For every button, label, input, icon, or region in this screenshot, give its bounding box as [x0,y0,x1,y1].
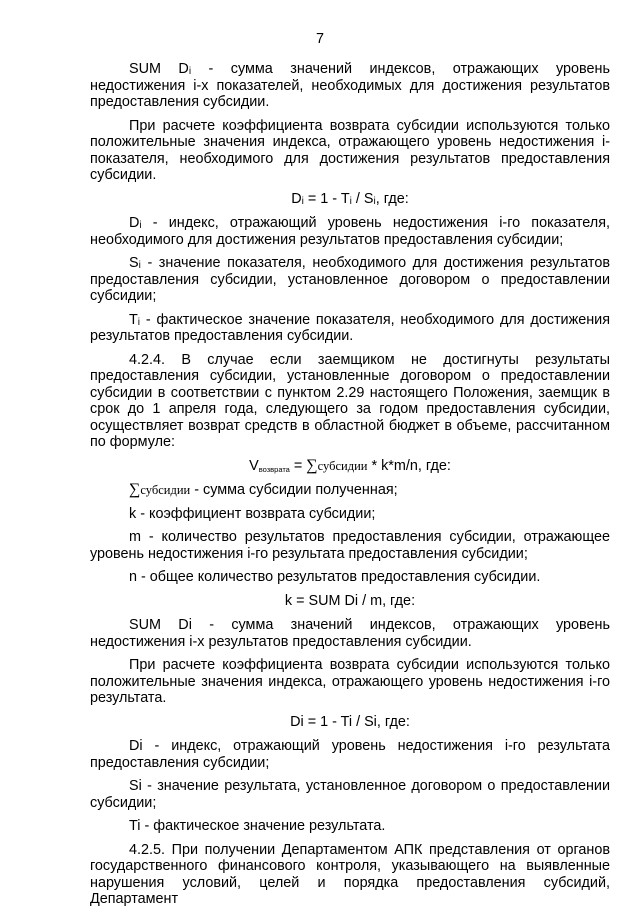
paragraph-sum-definition [90,482,610,499]
paragraph: Ti - фактическое значение результата. [129,818,386,834]
definition-text: - сумма субсидии полученная; [190,482,398,498]
paragraph: Sᵢ - значение показателя, необходимого для достижения результатов предоставления субсидии, установленное договором о предоставлении субсидии; [90,255,610,304]
paragraph: 4.2.4. В случае если заемщиком не достигнуты результаты предоставления субсидии, установленные договором о предоставлении субсидии в соответствии с пунктом 2.29 настоящего Положения, заемщик в срок до 1 апреля года, следующего за годом предоставления субсидии, осуществляет возврат средств в областной бюджет в объеме, рассчитанном по формуле: [90,351,610,450]
paragraph: SUM Di - сумма значений индексов, отражающих уровень недостижения i-х результатов предоставления субсидии. [90,617,610,650]
sum-word: субсидии [140,483,191,497]
formula: Dᵢ = 1 - Tᵢ / Sᵢ, где: [291,190,409,207]
page-number: 7 [315,31,324,47]
formula-v: V [249,457,259,474]
paragraph: Di - индекс, отражающий уровень недостижения i-го результата предоставления субсидии; [90,738,610,771]
paragraph: Si - значение результата, установленное договором о предоставлении субсидии; [90,778,610,811]
paragraph: SUM Dᵢ - сумма значений индексов, отражающих уровень недостижения i-х показателей, необходимых для достижения результатов предоставления субсидии. [90,61,610,110]
paragraph: При расчете коэффициента возврата субсидии используются только положительные значения индекса, отражающего уровень недостижения i-показателя, необходимого для достижения результатов предоставления субсидии. [90,117,610,183]
paragraph: 4.2.5. При получении Департаментом АПК представления от органов государственного финансового контроля, указывающего на выявленные нарушения условий, целей и порядка предоставления субсидий, Департамент [90,841,610,907]
paragraph: m - количество результатов предоставления субсидии, отражающее уровень недостижения i-го результата предоставления субсидии; [90,529,610,562]
paragraph: Dᵢ - индекс, отражающий уровень недостижения i-го показателя, необходимого для достижения результатов предоставления субсидии; [90,215,610,248]
paragraph: При расчете коэффициента возврата субсидии используются только положительные значения индекса, отражающего уровень недостижения i-го результата. [90,657,610,706]
sum-symbol: ∑ [129,481,141,498]
document-body [90,61,610,915]
formula-rest: * k*m/n, где: [367,457,451,474]
formula-refund [90,458,610,475]
formula-v-subscript: возврата [258,464,290,474]
formula: Di = 1 - Ti / Si, где: [290,713,410,730]
paragraph: n - общее количество результатов предоставления субсидии. [129,569,541,585]
formula: k = SUM Di / m, где: [284,592,416,609]
formula-equals: = [289,457,307,474]
sum-symbol: ∑ [306,456,318,474]
sum-word: субсидии [317,458,368,473]
paragraph: Tᵢ - фактическое значение показателя, необходимого для достижения результатов предоставления субсидии. [90,311,610,344]
paragraph: k - коэффициент возврата субсидии; [129,505,376,522]
